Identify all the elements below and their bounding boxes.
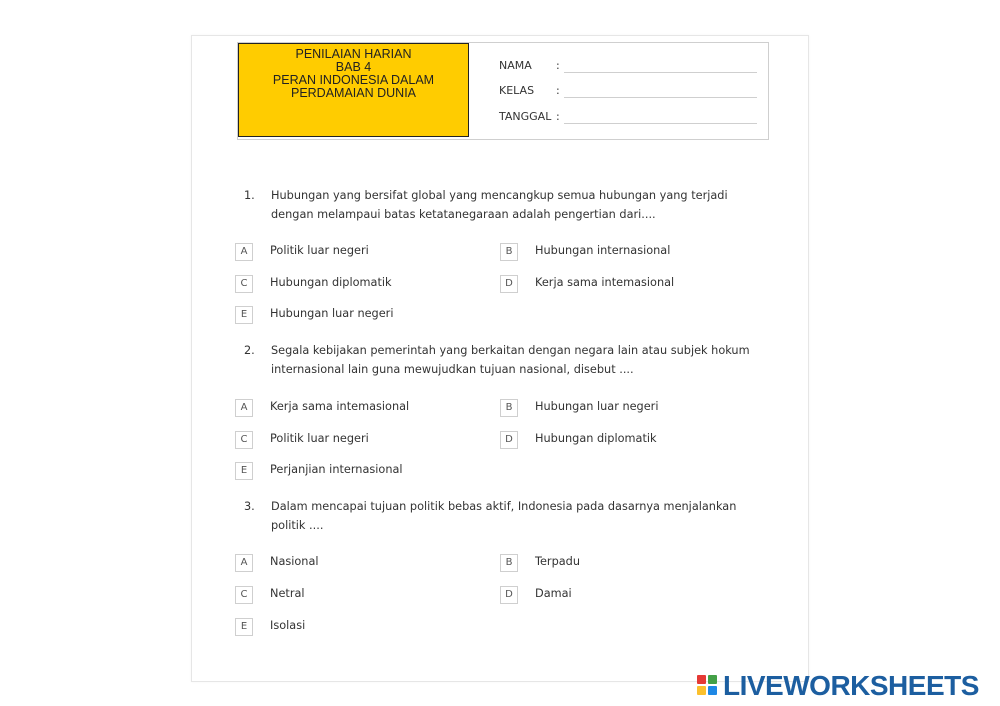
title-line: PERAN INDONESIA DALAM — [272, 73, 435, 87]
option-letter-box[interactable]: D — [500, 586, 518, 604]
option-letter-box[interactable]: C — [235, 431, 253, 449]
field-colon: : — [556, 84, 560, 97]
option-text: Nasional — [270, 555, 319, 568]
logo-cubes-icon — [697, 675, 721, 697]
option-text: Terpadu — [535, 555, 580, 568]
option-text: Hubungan diplomatik — [535, 432, 657, 445]
option-letter-box[interactable]: D — [500, 275, 518, 293]
question-number: 1. — [244, 189, 255, 202]
option-text: Politik luar negeri — [270, 432, 369, 445]
question-number: 3. — [244, 500, 255, 513]
title-line: PERDAMAIAN DUNIA — [290, 86, 417, 100]
option-text: Hubungan diplomatik — [270, 276, 392, 289]
title-line: PENILAIAN HARIAN — [295, 47, 412, 61]
class-label: KELAS — [499, 84, 535, 97]
question-text: Dalam mencapai tujuan politik bebas aktif, Indonesia pada dasarnya menjalankan politik .... — [271, 500, 737, 532]
worksheet-title — [238, 43, 469, 137]
question-number: 2. — [244, 344, 255, 357]
option-letter-box[interactable]: E — [235, 618, 253, 636]
option-text: Netral — [270, 587, 305, 600]
question-text: Hubungan yang bersifat global yang mencangkup semua hubungan yang terjadi dengan melampaui batas ketatanegaraan adalah pengertian dari.... — [271, 189, 728, 221]
option-letter-box[interactable]: B — [500, 399, 518, 417]
name-label: NAMA — [499, 59, 532, 72]
date-input-line[interactable] — [564, 123, 757, 124]
option-text: Hubungan internasional — [535, 244, 671, 257]
date-label: TANGGAL — [499, 110, 552, 123]
option-text: Damai — [535, 587, 572, 600]
field-colon: : — [556, 59, 560, 72]
name-input-line[interactable] — [564, 72, 757, 73]
option-letter-box[interactable]: A — [235, 554, 253, 572]
option-text: Isolasi — [270, 619, 306, 632]
option-letter-box[interactable]: D — [500, 431, 518, 449]
worksheet-page — [191, 35, 809, 682]
field-colon: : — [556, 110, 560, 123]
option-text: Politik luar negeri — [270, 244, 369, 257]
worksheet-header — [237, 42, 769, 140]
option-text: Hubungan luar negeri — [270, 307, 394, 320]
option-text: Kerja sama intemasional — [270, 400, 410, 413]
option-letter-box[interactable]: C — [235, 586, 253, 604]
option-letter-box[interactable]: B — [500, 554, 518, 572]
option-letter-box[interactable]: E — [235, 306, 253, 324]
option-letter-box[interactable]: A — [235, 243, 253, 261]
option-letter-box[interactable]: B — [500, 243, 518, 261]
logo-text: LIVEWORKSHEETS — [723, 670, 979, 701]
option-letter-box[interactable]: A — [235, 399, 253, 417]
option-text: Hubungan luar negeri — [535, 400, 659, 413]
option-letter-box[interactable]: E — [235, 462, 253, 480]
question-text: Segala kebijakan pemerintah yang berkaitan dengan negara lain atau subjek hokum internasional lain guna mewujudkan tujuan nasional, disebut .... — [271, 344, 750, 376]
title-line: BAB 4 — [335, 60, 372, 74]
option-text: Kerja sama intemasional — [535, 276, 675, 289]
class-input-line[interactable] — [564, 97, 757, 98]
option-letter-box[interactable]: C — [235, 275, 253, 293]
option-text: Perjanjian internasional — [270, 463, 403, 476]
